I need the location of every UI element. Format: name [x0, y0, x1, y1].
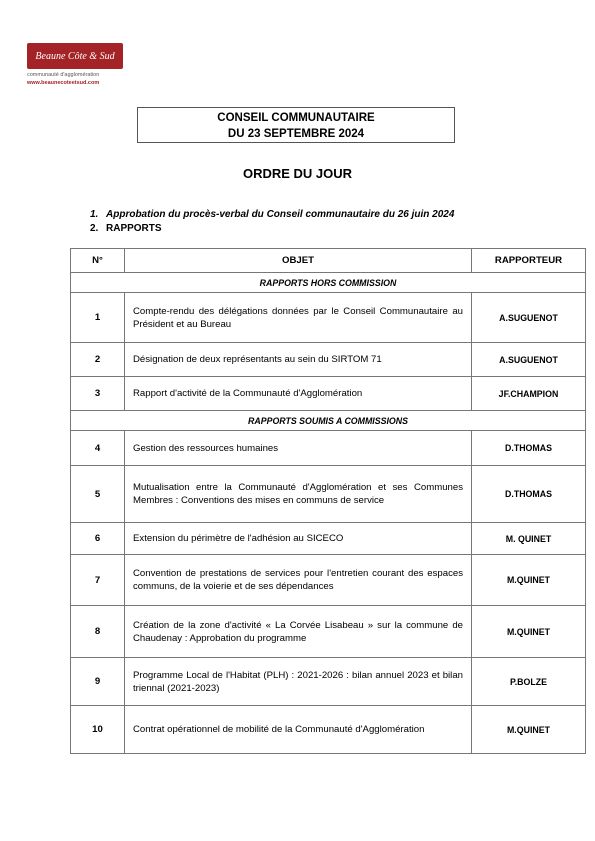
table-row [71, 523, 586, 555]
row-rapporteur: D.THOMAS [472, 466, 586, 523]
table-header-row [71, 249, 586, 273]
row-number: 4 [71, 431, 125, 466]
ordre-du-jour-title: ORDRE DU JOUR [242, 166, 353, 181]
table-row [71, 466, 586, 523]
table-row [71, 343, 586, 377]
table-row [71, 377, 586, 411]
title-line-1: CONSEIL COMMUNAUTAIRE [217, 112, 375, 124]
agenda-item [90, 222, 454, 236]
row-objet: Convention de prestations de services pour l'entretien courant des espaces communs, de la voierie et de ses dépendances [125, 555, 472, 606]
logo-name: Beaune Côte & Sud [35, 50, 115, 62]
agenda-text: Approbation du procès-verbal du Conseil communautaire du 26 juin 2024 [106, 209, 455, 220]
row-number: 2 [71, 343, 125, 377]
table-row [71, 555, 586, 606]
row-rapporteur: A.SUGUENOT [472, 343, 586, 377]
table-row [71, 431, 586, 466]
title-line-2: DU 23 SEPTEMBRE 2024 [227, 128, 365, 140]
agenda-item [90, 208, 454, 222]
table-row [71, 706, 586, 754]
agenda-number: 2. [90, 223, 99, 234]
row-rapporteur: A.SUGUENOT [472, 293, 586, 343]
title-box [137, 107, 455, 143]
row-number: 5 [71, 466, 125, 523]
reports-table [70, 248, 586, 754]
row-rapporteur: M. QUINET [472, 523, 586, 555]
row-rapporteur: M.QUINET [472, 706, 586, 754]
logo-url: www.beaunecoteetsud.com [27, 80, 100, 86]
row-objet: Rapport d'activité de la Communauté d'Agglomération [125, 377, 472, 411]
header-number: N° [71, 249, 125, 273]
row-number: 1 [71, 293, 125, 343]
row-objet: Extension du périmètre de l'adhésion au SICECO [125, 523, 472, 555]
row-rapporteur: JF.CHAMPION [472, 377, 586, 411]
row-number: 9 [71, 658, 125, 706]
row-objet: Mutualisation entre la Communauté d'Agglomération et ses Communes Membres : Conventions des mises en communs de service [125, 466, 472, 523]
row-number: 6 [71, 523, 125, 555]
header-objet: OBJET [125, 249, 472, 273]
row-number: 3 [71, 377, 125, 411]
row-objet: Gestion des ressources humaines [125, 431, 472, 466]
agenda-list [90, 208, 454, 236]
row-number: 8 [71, 606, 125, 658]
row-number: 7 [71, 555, 125, 606]
section-row [71, 273, 586, 293]
logo-subtitle: communauté d'agglomération [27, 72, 100, 78]
row-rapporteur: D.THOMAS [472, 431, 586, 466]
row-objet: Création de la zone d'activité « La Corvée Lisabeau » sur la commune de Chaudenay : Approbation du programme [125, 606, 472, 658]
header-rapporteur: RAPPORTEUR [472, 249, 586, 273]
section-title: RAPPORTS HORS COMMISSION [71, 273, 586, 293]
section-row [71, 411, 586, 431]
row-objet: Compte-rendu des délégations données par le Conseil Communautaire au Président et au Bureau [125, 293, 472, 343]
row-objet: Contrat opérationnel de mobilité de la Communauté d'Agglomération [125, 706, 472, 754]
table-row [71, 293, 586, 343]
agenda-number: 1. [90, 209, 99, 220]
agenda-text: RAPPORTS [106, 223, 162, 234]
row-rapporteur: P.BOLZE [472, 658, 586, 706]
section-title: RAPPORTS SOUMIS A COMMISSIONS [71, 411, 586, 431]
table-row [71, 606, 586, 658]
row-objet: Désignation de deux représentants au sein du SIRTOM 71 [125, 343, 472, 377]
row-rapporteur: M.QUINET [472, 555, 586, 606]
row-rapporteur: M.QUINET [472, 606, 586, 658]
row-number: 10 [71, 706, 125, 754]
table-row [71, 658, 586, 706]
logo [27, 43, 123, 69]
row-objet: Programme Local de l'Habitat (PLH) : 2021-2026 : bilan annuel 2023 et bilan triennal (2021-2023) [125, 658, 472, 706]
